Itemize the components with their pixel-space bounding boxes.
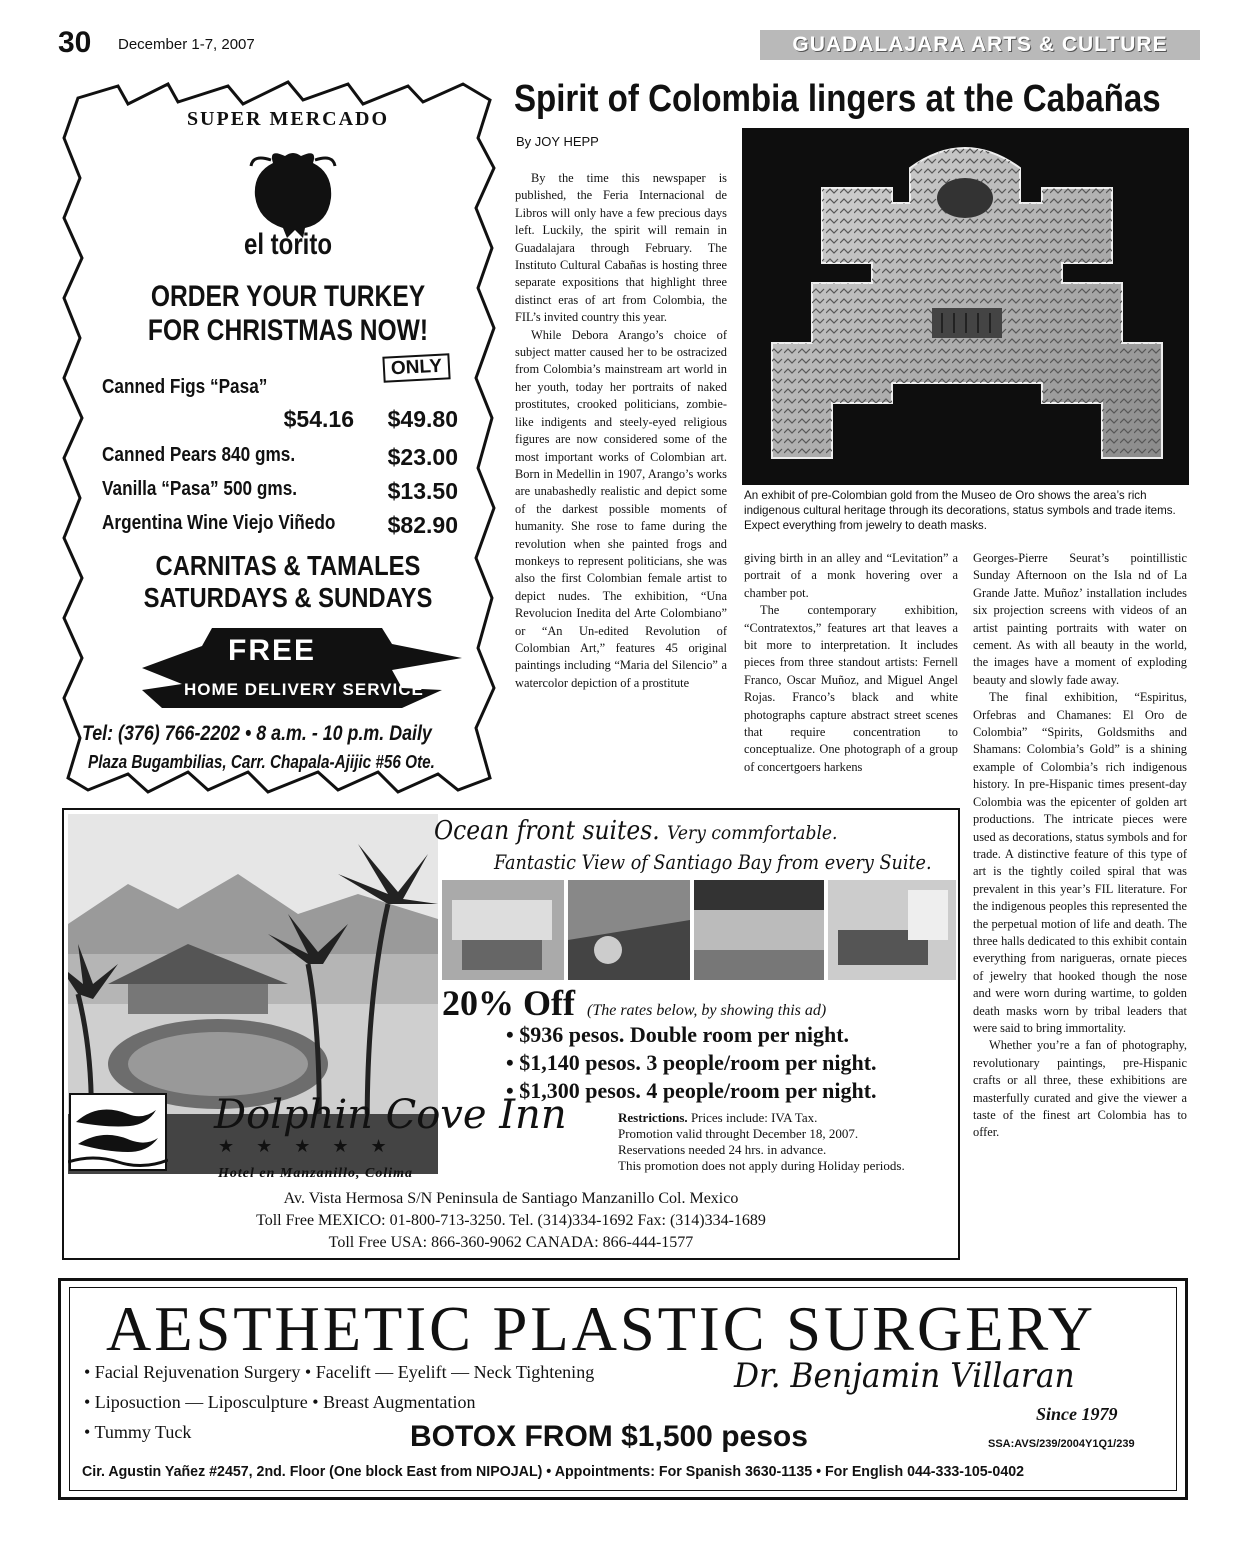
carnitas-line-2: SATURDAYS & SUNDAYS [143,582,433,613]
photo-caption: An exhibit of pre-Colombian gold from the Museo de Oro shows the area’s rich indigenous cultural heritage through its decorations, status symbols and trade items. Expect everything from jewelry to death masks. [744,489,1176,532]
article-paragraph: giving birth in an alley and “Levitation” a portrait of a monk hovering over a chamber pot. [744,551,958,600]
restriction-item: This promotion does not apply during Holiday periods. [618,1158,905,1173]
room-thumbnail [828,880,956,980]
item-price: $23.00 [387,444,458,470]
old-price: $54.16 [283,406,354,432]
surgery-ad-inner [69,1287,1177,1491]
article-column-1 [515,170,727,800]
page-number: 30 [58,26,92,59]
mercado-ad [58,78,498,798]
hotel-phone-usa: Toll Free USA: 866-360-9062 CANADA: 866-444-1577 [328,1234,694,1251]
article-paragraph: The contemporary exhibition, “Contratextos,” features art that leaves a bit more to interpretation. It includes pieces from three standout artists: Fernell Franco, Oscar Muñoz, and Miguel Angel Rojas. Franco’s black and white photographs capture abstract street scenes that require concentration to conceptualize. One photograph of a group of concertgoers harkens [744,603,958,774]
item-price: $82.90 [387,512,458,538]
article-paragraph: While Debora Arango’s choice of subject matter caused her to be ostracized from Colombia’s mainstream art world in her youth, today her portraits of naked prostitutes, crooked politicians, zombie-like indigents and steely-eyed religious figures are now considered some of the most important works of Colombian art. Born in Medellin in 1907, Arango’s works are unabashedly realistic and depict some of the darkest possible moments of humanity. She rose to fame during the revolution when she painted frogs and monkeys to represent politicians, she was also the first Colombian female artist to depict nudes. The exhibition, “Una Revolucion Inedita del Arte Colombiano” or “An Un-edited Revolution of Colombian Art,” features 45 original paintings including “Maria del Silencio” a watercolor depiction of a prostitute [515,327,727,690]
botox-offer: BOTOX FROM $1,500 pesos [410,1420,808,1453]
gold-figure-image [742,128,1189,485]
issue-date: December 1-7, 2007 [118,36,255,53]
gold-artifact-photo [742,128,1189,485]
since-year: Since 1979 [1036,1404,1118,1424]
ocean-front-line [434,816,837,846]
discount-line [442,982,826,1024]
mercado-phone: Tel: (376) 766-2202 • 8 a.m. - 10 p.m. Daily [82,722,432,745]
hotel-address: Av. Vista Hermosa S/N Peninsula de Santiago Manzanillo Col. Mexico [283,1190,739,1207]
surgery-contact: Cir. Agustin Yañez #2457, 2nd. Floor (One block East from NIPOJAL) • Appointments: For Spanish 3630-1135 • For English 044-333-105-0402 [82,1464,1025,1480]
ocean-small: Very commfortable. [667,822,838,844]
only-badge: ONLY [382,353,450,382]
item-price: $13.50 [387,478,458,504]
dolphin-logo [68,1092,168,1172]
article-paragraph: Whether you’re a fan of photography, revolutionary paintings, pre-Hispanic crafts or all three, these exhibitions are masterfully curated and give the viewer a taste of the finest art Colombia has to offer. [973,1038,1187,1140]
doctor-name: Dr. Benjamin Villaran [734,1356,1075,1396]
restriction-item: Prices include: IVA Tax. [690,1110,818,1125]
mercado-address: Plaza Bugambilias, Carr. Chapala-Ajijic #56 Ote. [88,752,435,772]
discount-note: (The rates below, by showing this ad) [586,1002,827,1019]
service-line: • Facial Rejuvenation Surgery • Facelift — Eyelift — Neck Tightening [84,1362,595,1382]
hotel-phone-mexico: Toll Free MEXICO: 01-800-713-3250. Tel. (314)334-1692 Fax: (314)334-1689 [256,1212,766,1229]
service-line: • Tummy Tuck [84,1422,192,1442]
order-headline [132,280,444,348]
delivery-label: HOME DELIVERY SERVICE [184,680,424,699]
article-paragraph: The final exhibition, “Espiritus, Orfebras and Chamanes: El Oro de Colombia” “Spirits, Goldsmiths and Shamans: Colombia’s Gold” is a shining example of Colombia’s rich indigenous history. In pre-Hispanic times present-day Colombia was the epicenter of golden art productions. The intricate pieces were used as decorations, status symbols and for trade. A distinctive feature of this type of art is the tightly coiled spiral that was prevalent in this year’s FIL literature. For the indigenous peoples this represented the the perpetual motion of life and death. The three halls dedicated to this exhibit contain everything from narigueras, ornate pieces of jewelry that hooked though the nose and were worn during wartime, to golden death masks worn by tribal leaders that were said to bring immortality. [973,690,1187,1035]
item-name: Argentina Wine Viejo Viñedo [102,512,336,534]
hotel-subtitle: Hotel en Manzanillo, Colima [218,1166,414,1181]
restrictions [618,1110,905,1174]
section-banner: GUADALAJARA ARTS & CULTURE [760,30,1200,60]
carnitas-line-1: CARNITAS & TAMALES [155,550,421,581]
bull-icon [243,148,343,238]
service-line: • Liposuction — Liposculpture • Breast Augmentation [84,1392,476,1412]
super-mercado-arc: SUPER MERCADO [186,108,390,130]
item-name: Canned Pears 840 gms. [102,444,296,466]
room-thumbnail [694,880,824,980]
surgery-title: AESTHETIC PLASTIC SURGERY [106,1293,1096,1364]
ssa-license: SSA:AVS/239/2004Y1Q1/239 [988,1438,1135,1450]
store-name: el torito [244,228,332,261]
room-thumbnails [442,880,956,980]
view-line: Fantastic View of Santiago Bay from every Suite. [494,850,932,874]
room-thumbnail [442,880,564,980]
restriction-item: Promotion valid throught December 18, 2007. [618,1126,859,1141]
item-name: Canned Figs “Pasa” [102,376,268,398]
article-paragraph: By the time this newspaper is published, the Feria Internacional de Libros will only have a few precious days left. Luckily, the spirit will remain in Guadalajara through February. The Instituto Cultural Cabañas is hosting three separate expositions that highlight three distinct eras of art from Colombia, the FIL’s invited country this year. [515,171,727,325]
article-byline: By JOY HEPP [516,134,599,149]
order-headline-line-1: ORDER YOUR TURKEY [150,280,426,313]
carnitas-headline [127,550,450,614]
free-label: FREE [228,634,317,667]
restriction-item: Reservations needed 24 hrs. in advance. [618,1142,827,1157]
room-thumbnail [568,880,690,980]
rate-item: • $1,300 pesos. 4 people/room per night. [506,1078,877,1103]
order-headline-line-2: FOR CHRISTMAS NOW! [147,314,429,347]
hotel-ad [62,808,960,1260]
rate-item: • $936 pesos. Double room per night. [506,1022,850,1047]
rate-item: • $1,140 pesos. 3 people/room per night. [506,1050,877,1075]
hotel-name: Dolphin Cove Inn [214,1092,567,1138]
article-column-2 [744,550,958,800]
item-price: $49.80 [387,406,458,432]
restrictions-label: Restrictions. [618,1110,688,1125]
article-paragraph: Georges-Pierre Seurat’s pointillistic Sunday Afternoon on the Isla nd of La Grande Jatte. Muñoz’ installation includes six projection screens with videos of an artist painting portraits with water on cement. As with all beauty in the world, the images have a moment of exploding beauty and slowly fade away. [973,551,1187,687]
hotel-stars: ★★★★★ [218,1136,409,1156]
article-column-3 [973,550,1187,1275]
article-headline: Spirit of Colombia lingers at the Cabañas [514,78,1161,120]
surgery-ad [58,1278,1188,1500]
discount-value: 20% Off [442,983,575,1023]
ocean-main: Ocean front suites. [434,816,660,846]
item-name: Vanilla “Pasa” 500 gms. [102,478,298,500]
